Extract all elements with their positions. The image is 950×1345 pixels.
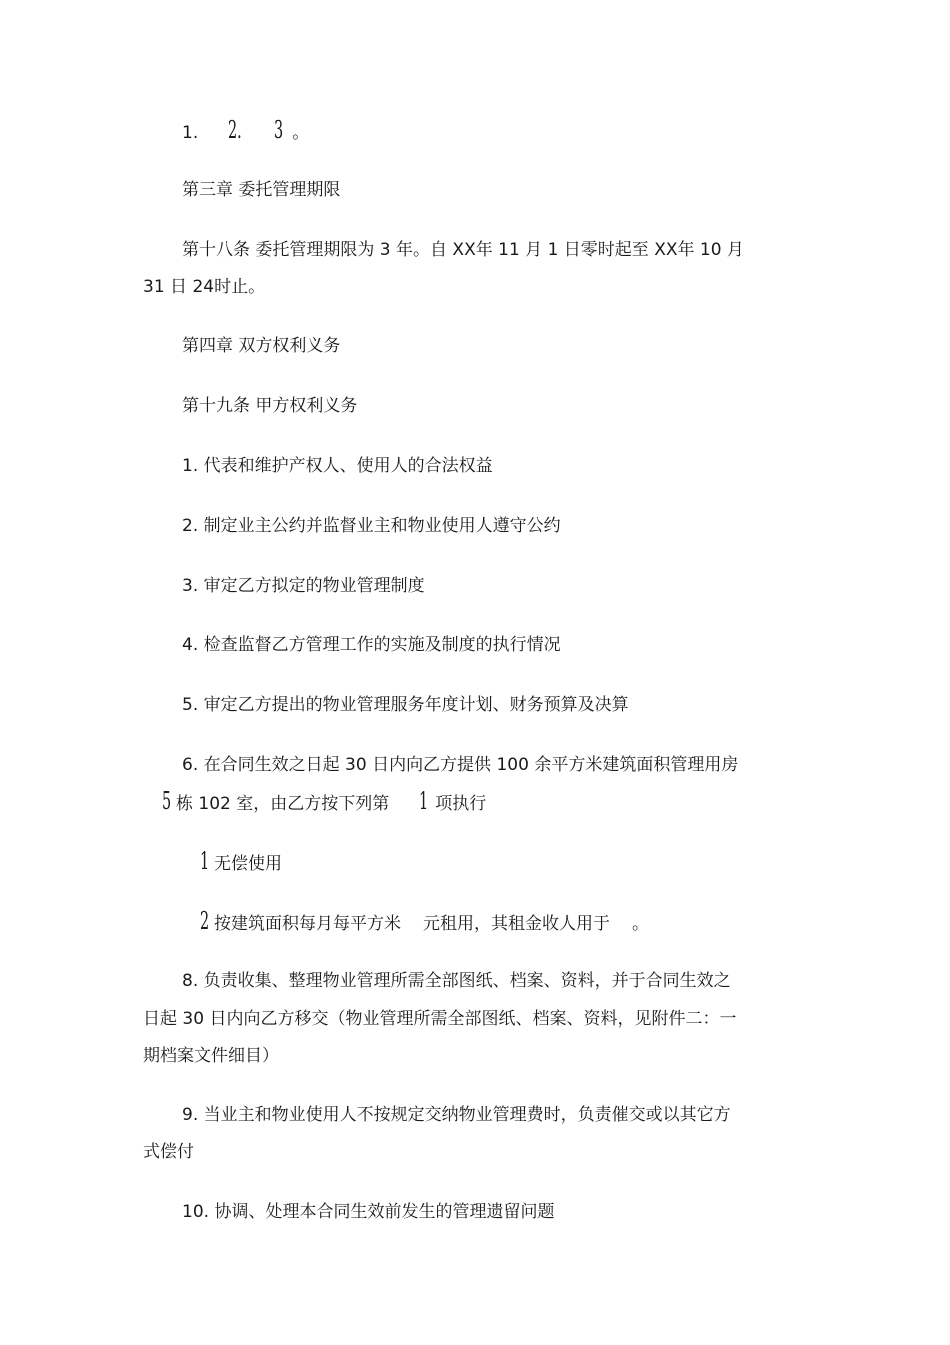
- period: 。: [292, 123, 310, 143]
- list-item-3: 3. 审定乙方拟定的物业管理制度: [182, 576, 425, 596]
- option-number: 1: [419, 787, 429, 815]
- list-item-8-line-3: 期档案文件细目）: [143, 1046, 279, 1066]
- option-2-number: 2: [200, 907, 210, 935]
- list-item-9-line-1: 9. 当业主和物业使用人不按规定交纳物业管理费时，负责催交或以其它方: [182, 1105, 731, 1125]
- option-1-text: 无偿使用: [214, 854, 282, 874]
- list-item-4: 4. 检查监督乙方管理工作的实施及制度的执行情况: [182, 635, 561, 655]
- option-2: [200, 907, 649, 935]
- list-item-10: 10. 协调、处理本合同生效前发生的管理遗留问题: [182, 1202, 555, 1222]
- list-item-6-line-1: 6. 在合同生效之日起 30 日内向乙方提供 100 余平方米建筑面积管理用房: [182, 755, 739, 775]
- article-18-line-2: 31 日 24时止。: [143, 277, 266, 297]
- list-item-6-line-2: [162, 787, 487, 815]
- list-item-5: 5. 审定乙方提出的物业管理服务年度计划、财务预算及决算: [182, 695, 629, 715]
- room-text: 栋 102 室，由乙方按下列第: [176, 794, 390, 814]
- option-2-text: 按建筑面积每月每平方米: [214, 914, 401, 934]
- chapter-4-heading: 第四章 双方权利义务: [182, 336, 341, 356]
- list-item-8-line-1: 8. 负责收集、整理物业管理所需全部图纸、档案、资料，并于合同生效之: [182, 971, 731, 991]
- article-19-heading: 第十九条 甲方权利义务: [182, 396, 358, 416]
- number-3: 3: [274, 116, 284, 144]
- article-18-line-1: 第十八条 委托管理期限为 3 年。自 XX年 11 月 1 日零时起至 XX年 10 月: [182, 240, 744, 260]
- option-2-end: 。: [632, 914, 649, 934]
- numbering-line: [182, 116, 310, 144]
- chapter-3-heading: 第三章 委托管理期限: [182, 180, 341, 200]
- option-1: [200, 847, 282, 875]
- list-item-2: 2. 制定业主公约并监督业主和物业使用人遵守公约: [182, 516, 561, 536]
- option-2-middle: 元租用，其租金收人用于: [423, 914, 610, 934]
- list-item-9-line-2: 式偿付: [143, 1142, 194, 1162]
- list-item-8-line-2: 日起 30 日内向乙方移交（物业管理所需全部图纸、档案、资料，见附件二：一: [143, 1009, 737, 1029]
- execute-text: 项执行: [435, 794, 487, 814]
- number-2: 2.: [228, 116, 242, 144]
- building-number: 5: [162, 787, 172, 815]
- list-item-1: 1. 代表和维护产权人、使用人的合法权益: [182, 456, 493, 476]
- number-1: 1.: [182, 123, 199, 143]
- option-1-number: 1: [200, 847, 210, 875]
